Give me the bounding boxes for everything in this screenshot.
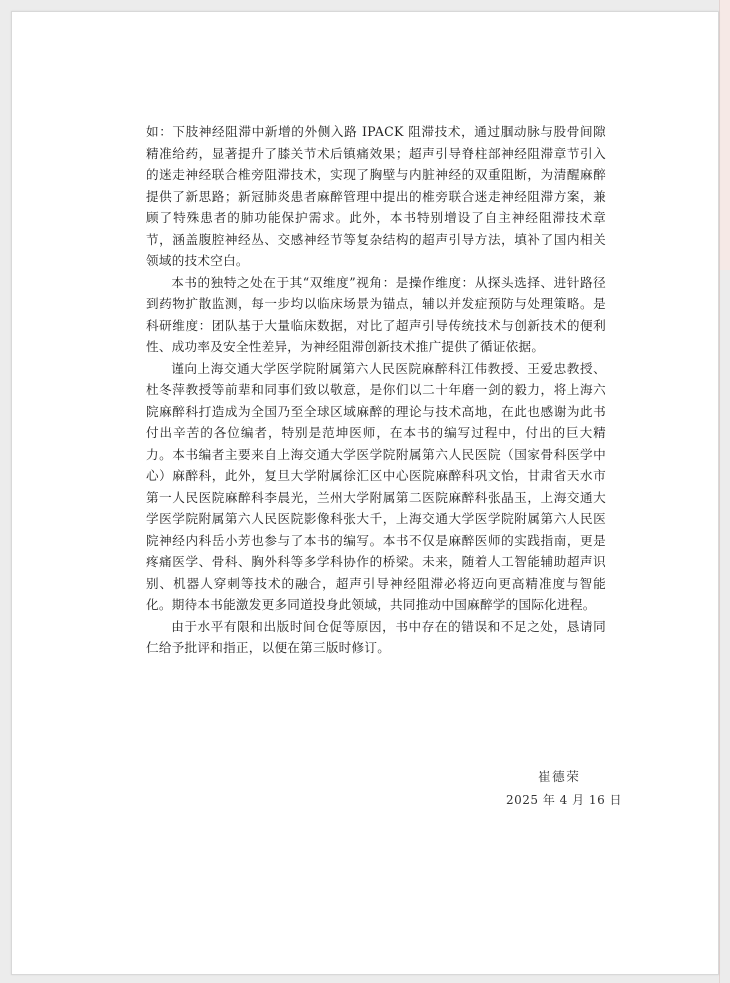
signature-date: 2025 年 4 月 16 日 xyxy=(506,793,623,807)
paragraph-4: 由于水平有限和出版时间仓促等原因，书中存在的错误和不足之处，恳请同仁给予批评和指正，以便在第三版时修订。 xyxy=(146,618,606,655)
scrollbar-track[interactable] xyxy=(719,0,730,270)
paragraph-3: 谨向上海交通大学医学院附属第六人民医院麻醉科江伟教授、王爱忠教授、杜冬萍教授等前辈和同事们致以敬意，是你们以二十年磨一剑的毅力，将上海六院麻醉科打造成为全国乃至全球区域麻醉的理论与技术高地，在此也感谢为此书付出辛苦的各位编者，特别是范坤医师，在本书的编写过程中，付出的巨大精力。本书编者主要来自上海交通大学医学院附属第六人民医院（国家骨科医学中心）麻醉科，此外，复旦大学附属徐汇区中心医院麻醉科巩文怡，甘肃省天水市第一人民医院麻醉科李晨光，兰州大学附属第二医院麻醉科张晶玉，上海交通大学医学院附属第六人民医院影像科张大千，上海交通大学医学院附属第六人民医院神经内科岳小芳也参与了本书的编写。本书不仅是麻醉医师的实践指南，更是疼痛医学、骨科、胸外科等多学科协作的桥梁。未来，随着人工智能辅助超声识别、机器人穿刺等技术的融合，超声引导神经阻滞必将迈向更高精准度与智能化。期待本书能激发更多同道投身此领域，共同推动中国麻醉学的国际化进程。 xyxy=(146,360,606,612)
author-signature: 崔德荣 xyxy=(538,769,581,784)
preface-body xyxy=(146,121,606,659)
paragraph-1: 如：下肢神经阻滞中新增的外侧入路 IPACK 阻滞技术，通过腘动脉与股骨间隙精准给药，显著提升了膝关节术后镇痛效果；超声引导脊柱部神经阻滞章节引入的迷走神经联合椎旁阻滞技术，实现了胸壁与内脏神经的双重阻断，为清醒麻醉提供了新思路；新冠肺炎患者麻醉管理中提出的椎旁联合迷走神经阻滞方案，兼顾了特殊患者的肺功能保护需求。此外，本书特别增设了自主神经阻滞技术章节，涵盖腹腔神经丛、交感神经节等复杂结构的超声引导方法，填补了国内相关领域的技术空白。 xyxy=(146,124,606,268)
paragraph-2: 本书的独特之处在于其“双维度”视角：是操作维度：从探头选择、进针路径到药物扩散监测，每一步均以临床场景为锚点，辅以并发症预防与处理策略。是科研维度：团队基于大量临床数据，对比了超声引导传统技术与创新技术的便利性、成功率及安全性差异，为神经阻滞创新技术推广提供了循证依据。 xyxy=(146,274,606,354)
scrollbar-edge xyxy=(719,0,720,983)
